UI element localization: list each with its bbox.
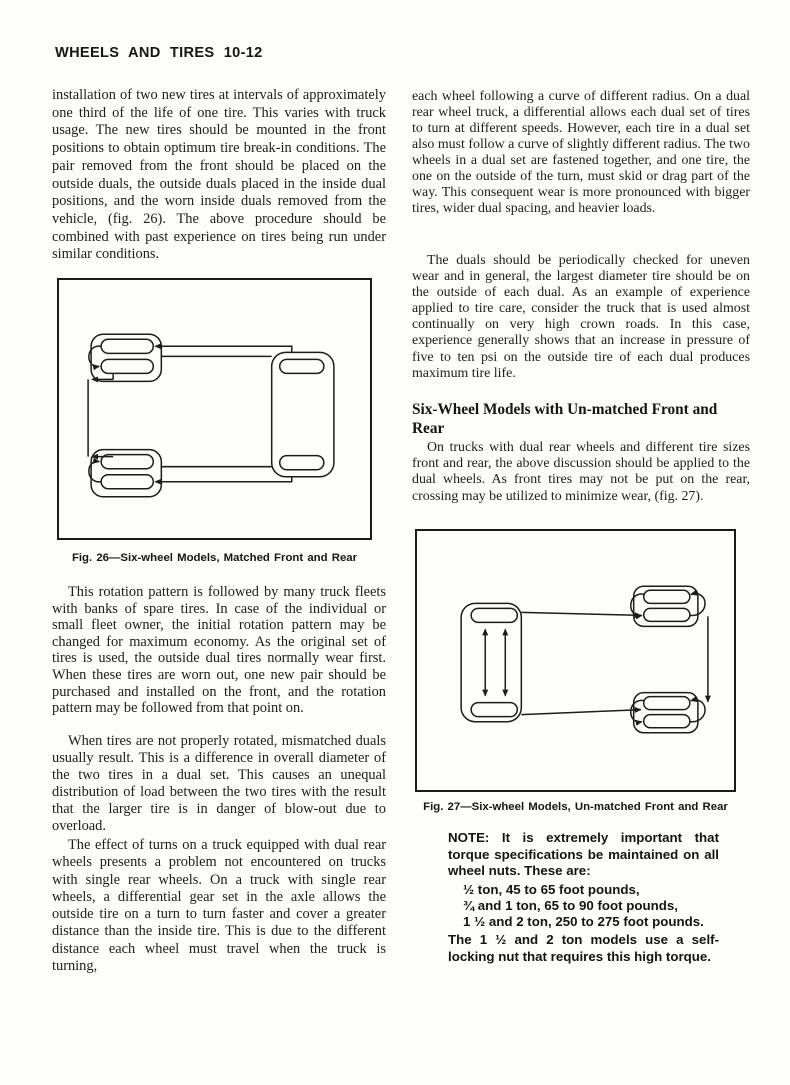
left-paragraph-3: When tires are not properly rotated, mismatched duals usually result. This is a difference in overall diameter of the two tires in a dual set. This causes an unequal distribution of load between the two tires with the result that the larger tire is in danger of blow-out due to overload. [52,733,386,834]
torque-note [448,830,719,965]
rear-dual-wheels-left-top [91,334,161,381]
torque-note-intro: NOTE: It is extremely important that torque specifications be maintained on all wheel nuts. These are: [448,830,719,878]
rotation-arrows [88,346,292,482]
torque-list [463,882,719,931]
right-paragraph-1: each wheel following a curve of different radius. On a dual rear wheel truck, a differential allows each dual set of tires to turn at different speeds. However, each tire in a dual set also must follow a curve of slightly different radius. The two wheels in a dual set are fastened together, and one tire, the one on the outside of the turn, must skid or drag part of the way. This consequent wear is more pronounced with bigger tires, wider dual spacing, and heavier loads. [412,89,750,216]
figure-27-box [415,529,736,792]
figure-27-caption: Fig. 27—Six-wheel Models, Un-matched Front and Rear [423,801,728,813]
torque-list-item: ¾ and 1 ton, 65 to 90 foot pounds, [463,897,678,913]
rear-dual-wheels-right-top [634,586,698,626]
right-paragraph-2: The duals should be periodically checked for uneven wear and in general, the largest diameter tire should be on the outside of each dual. As an example of experience applied to tire care, consider the truck that is used almost continually on very high crown roads. In this case, experience generally shows that an increase in pressure of five to ten psi on the outside tire of each dual produces maximum tire life. [412,253,750,381]
torque-list-item: 1 ½ and 2 ton, 250 to 275 foot pounds. [463,913,704,929]
right-paragraph-3: On trucks with dual rear wheels and different tire sizes front and rear, the above discussion should be applied to the dual wheels. As front tires may not be put on the rear, crossing may be utilized to minimize wear, (fig. 27). [412,440,750,504]
left-paragraph-2: This rotation pattern is followed by many truck fleets with banks of spare tires. In case of the individual or small fleet owner, the initial rotation pattern may be changed for maximum economy. As the original set of tires is used, the outside dual tires normally wear first. When these tires are worn out, one new pair should be purchased and installed on the front, and the rotation pattern may be followed from that point on. [52,584,386,717]
section-heading: Six-Wheel Models with Un-matched Front and Rear [412,401,718,437]
rear-dual-wheels-right-bottom [634,693,698,733]
front-cross-arrows [485,629,505,695]
fig27-diagram [417,531,734,790]
left-paragraph-4: The effect of turns on a truck equipped with dual rear wheels presents a problem not encountered on trucks with single rear wheels. On a truck with single rear wheels, a differential gear set in the axle allows the outside tire on a turn to turn faster and cover a greater distance than the inside tire. This is due to the different distance each wheel must travel when the truck is turning, [52,837,386,975]
torque-note-outro: The 1 ½ and 2 ton models use a self-locking nut that requires this high torque. [448,932,719,964]
figure-26-box [57,278,372,540]
page-header: WHEELS AND TIRES 10-12 [55,45,263,61]
fig26-diagram [59,280,370,538]
rotation-arrows [521,594,708,722]
front-wheels [461,603,521,721]
torque-list-item: ½ ton, 45 to 65 foot pounds, [463,881,640,897]
left-paragraph-1: installation of two new tires at intervals of approximately one third of the life of one tire. This varies with truck usage. The new tires should be mounted in the front positions to obtain optimum tire break-in conditions. The pair removed from the front should be placed on the outside duals, the outside duals placed in the inside dual positions, and the worn inside duals removed from the vehicle, (fig. 26). The above procedure should be combined with past experience on tires being run under similar conditions. [52,87,386,263]
front-wheels [272,352,334,476]
figure-26-caption: Fig. 26—Six-wheel Models, Matched Front and Rear [71,552,358,564]
